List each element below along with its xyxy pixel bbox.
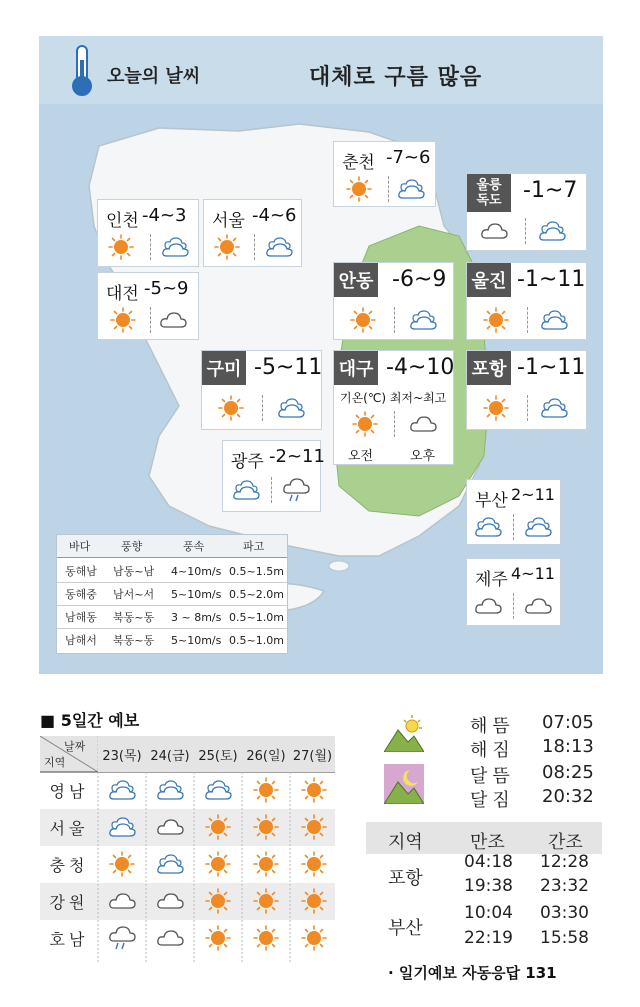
forecast-cell [290,920,337,957]
city-card-seoul [203,199,302,267]
sun-icon [203,888,233,914]
sun-icon [350,411,380,437]
sun-icon [299,888,329,914]
partly-cloudy-icon [539,395,569,421]
city-name-line2: 독도 [476,193,502,208]
tide-high: 04:18 [464,852,513,872]
tide-high: 19:38 [464,876,513,896]
forecast-cell [146,920,193,957]
city-temp: -4~6 [252,205,297,226]
forecast-region-label: 서울 [49,819,89,838]
forecast-cell [98,809,145,846]
cloud-icon [523,593,553,619]
am-label: 오전 [348,449,374,464]
sun-icon [481,307,511,333]
sun-icon [106,234,136,260]
city-card-jeju [466,558,561,626]
partly-cloudy-icon [264,234,294,260]
city-card-busan [466,479,561,545]
tide-high: 10:04 [464,903,513,923]
partly-cloudy-icon [155,777,185,803]
cloud-icon [155,925,185,951]
divider [527,395,528,421]
city-name: 울진 [467,263,511,297]
sun-icon [107,851,137,877]
forecast-cell [146,809,193,846]
sun-icon [481,395,511,421]
corner-region-label: 지역 [44,756,66,769]
sun-icon [251,851,281,877]
divider [527,307,528,333]
moonrise-label: 달뜸 [470,766,515,787]
forecast-cell [98,920,145,957]
partly-cloudy-icon [203,777,233,803]
city-name: 인천 [106,211,139,231]
sea-cell: 남해서 [65,634,97,647]
sea-cell: 4~10m/s [171,564,222,578]
cloud-icon [408,411,438,437]
sun-icon [344,176,374,202]
partly-cloudy-icon [408,307,438,333]
city-temp: -6~9 [392,267,447,292]
sun-icon [299,777,329,803]
rain-icon [107,925,137,951]
tide-low: 12:28 [540,852,589,872]
forecast-region-label: 충청 [49,856,89,875]
forecast-day-header: 25(토) [194,736,242,772]
tide-header-high: 만조 [470,832,505,853]
sea-header-row [57,535,287,558]
forecast-region-label: 강원 [49,893,89,912]
sea-cell: 동해남 [65,565,97,578]
partly-cloudy-icon [107,777,137,803]
forecast-cell [242,883,289,920]
sun-icon [299,925,329,951]
sea-cell: 5~10m/s [171,633,222,647]
partly-cloudy-icon [537,218,567,244]
sun-icon [299,814,329,840]
cloud-icon [107,888,137,914]
forecast-cell [98,883,145,920]
city-name: 광주 [231,452,264,472]
pm-label: 오후 [410,449,436,464]
city-card-andong [333,262,454,340]
city-temp: -4~3 [142,205,187,226]
divider [262,395,263,421]
sea-cell: 남동~남 [113,565,155,578]
city-card-daegu [333,350,454,465]
sea-cell: 0.5~2.0m [229,587,284,601]
city-card-gwangju [222,440,325,512]
sun-icon [212,234,242,260]
sun-icon [251,814,281,840]
sea-cell: 0.5~1.5m [229,564,284,578]
sun-icon [348,307,378,333]
partly-cloudy-icon [396,176,426,202]
forecast-cell [242,772,289,809]
forecast-day-header: 24(금) [146,736,194,772]
forecast-cell [194,883,241,920]
divider [513,593,514,619]
sea-conditions-table [56,534,288,654]
forecast-cell [146,772,193,809]
sea-cell: 동해중 [65,588,97,601]
forecast-cell [194,920,241,957]
cloud-icon [155,888,185,914]
forecast-title: ■ 5일간 예보 [40,711,140,730]
city-temp: -1~11 [517,355,586,380]
sea-cell: 5~10m/s [171,587,222,601]
city-temp: -1~7 [523,178,578,203]
temp-legend: 기온(℃) 최저~최고 [340,391,447,405]
sun-icon [108,307,138,333]
sea-cell: 남서~서 [113,588,155,601]
tide-city-busan: 부산 [388,918,423,939]
city-name: 포항 [467,351,511,385]
divider [388,176,389,202]
city-temp: -5~9 [144,278,189,299]
partly-cloudy-icon [523,514,553,540]
city-card-uljin [466,262,587,340]
weather-summary: 대체로 구름 많음 [309,65,483,90]
tide-header [366,822,602,854]
sunrise-label: 해뜸 [470,716,515,737]
divider [513,514,514,540]
city-temp: -1~11 [517,267,586,292]
forecast-cell [146,846,193,883]
sea-cell: 북동~동 [113,611,155,624]
sunset-time: 18:13 [542,736,594,757]
city-name: 대전 [106,284,139,304]
sun-icon [203,851,233,877]
forecast-cell [98,846,145,883]
tide-header-low: 간조 [548,832,583,853]
partly-cloudy-icon [107,814,137,840]
forecast-cell [290,772,337,809]
tide-high: 22:19 [464,928,513,948]
tide-low: 03:30 [540,903,589,923]
moonrise-icon [384,764,424,804]
partly-cloudy-icon [539,307,569,333]
divider [271,477,272,503]
partly-cloudy-icon [160,234,190,260]
sun-icon [216,395,246,421]
table-row [57,629,287,651]
forecast-cell [194,772,241,809]
moonset-time: 20:32 [542,786,594,807]
phone-service-note: · 일기예보 자동응답 131 [388,964,557,982]
forecast-cell [146,883,193,920]
cloud-icon [155,814,185,840]
partly-cloudy-icon [473,514,503,540]
sea-cell: 북동~동 [113,634,155,647]
divider [394,411,395,437]
cloud-icon [158,307,188,333]
table-row [57,583,287,606]
city-name: 제주 [475,570,508,590]
tide-low: 15:58 [540,928,589,948]
sun-icon [203,814,233,840]
sun-icon [251,925,281,951]
sea-header: 바다 [69,540,91,553]
divider [525,218,526,244]
partly-cloudy-icon [155,851,185,877]
city-temp: -2~11 [269,446,325,467]
sun-icon [299,851,329,877]
corner-date-label: 날짜 [64,740,86,753]
city-name: 부산 [475,491,508,511]
partly-cloudy-icon [276,395,306,421]
sea-cell: 남해동 [65,611,97,624]
forecast-cell [194,846,241,883]
tide-city-pohang: 포항 [388,868,423,889]
city-name: 대구 [334,351,378,385]
sea-header: 풍향 [121,540,143,553]
sea-cell: 0.5~1.0m [229,633,284,647]
sun-icon [251,777,281,803]
city-temp: -4~10 [386,355,455,380]
city-card-pohang [466,350,587,430]
forecast-cell [242,846,289,883]
city-card-ulleung [466,173,587,251]
header-label: 오늘의 날씨 [107,66,201,87]
city-temp: 2~11 [511,485,555,504]
table-row [57,560,287,583]
sea-cell: 3 ~ 8m/s [171,610,222,624]
sun-icon [203,925,233,951]
city-temp: 4~11 [511,564,555,583]
forecast-day-header: 26(일) [242,736,290,772]
table-row [57,606,287,629]
divider [394,307,395,333]
forecast-cell [290,809,337,846]
forecast-table [40,736,335,962]
city-label [467,174,511,212]
city-name: 구미 [202,351,246,385]
city-temp: -5~11 [254,355,323,380]
city-card-incheon [97,199,199,267]
forecast-region-label: 영남 [49,782,89,801]
forecast-cell [242,809,289,846]
forecast-cell [194,809,241,846]
sea-header: 파고 [243,540,265,553]
city-name-line1: 울릉 [476,178,502,193]
sunset-label: 해짐 [470,740,515,761]
sunrise-time: 07:05 [542,712,594,733]
forecast-cell [290,883,337,920]
divider [150,234,151,260]
city-name: 춘천 [342,153,375,173]
partly-cloudy-icon [231,477,261,503]
cloud-icon [479,218,509,244]
sea-header: 풍속 [183,540,205,553]
city-card-chuncheon [333,141,436,207]
forecast-cell [242,920,289,957]
city-name: 서울 [212,211,245,231]
city-temp: -7~6 [386,147,431,168]
tide-header-region: 지역 [388,832,423,853]
rain-icon [281,477,311,503]
forecast-cell [290,846,337,883]
city-card-daejeon [97,272,199,340]
forecast-region-label: 호남 [49,930,89,949]
divider [254,234,255,260]
south-island-2 [329,561,349,571]
tide-low: 23:32 [540,876,589,896]
city-name: 안동 [334,263,378,297]
forecast-cell [98,772,145,809]
forecast-day-header: 23(목) [98,736,146,772]
city-card-gumi [201,350,322,430]
moonset-label: 달짐 [470,790,515,811]
divider [150,307,151,333]
forecast-day-header: 27(월) [290,736,335,772]
sun-icon [251,888,281,914]
sunrise-icon [384,712,424,752]
cloud-icon [473,593,503,619]
moonrise-time: 08:25 [542,762,594,783]
sea-cell: 0.5~1.0m [229,610,284,624]
